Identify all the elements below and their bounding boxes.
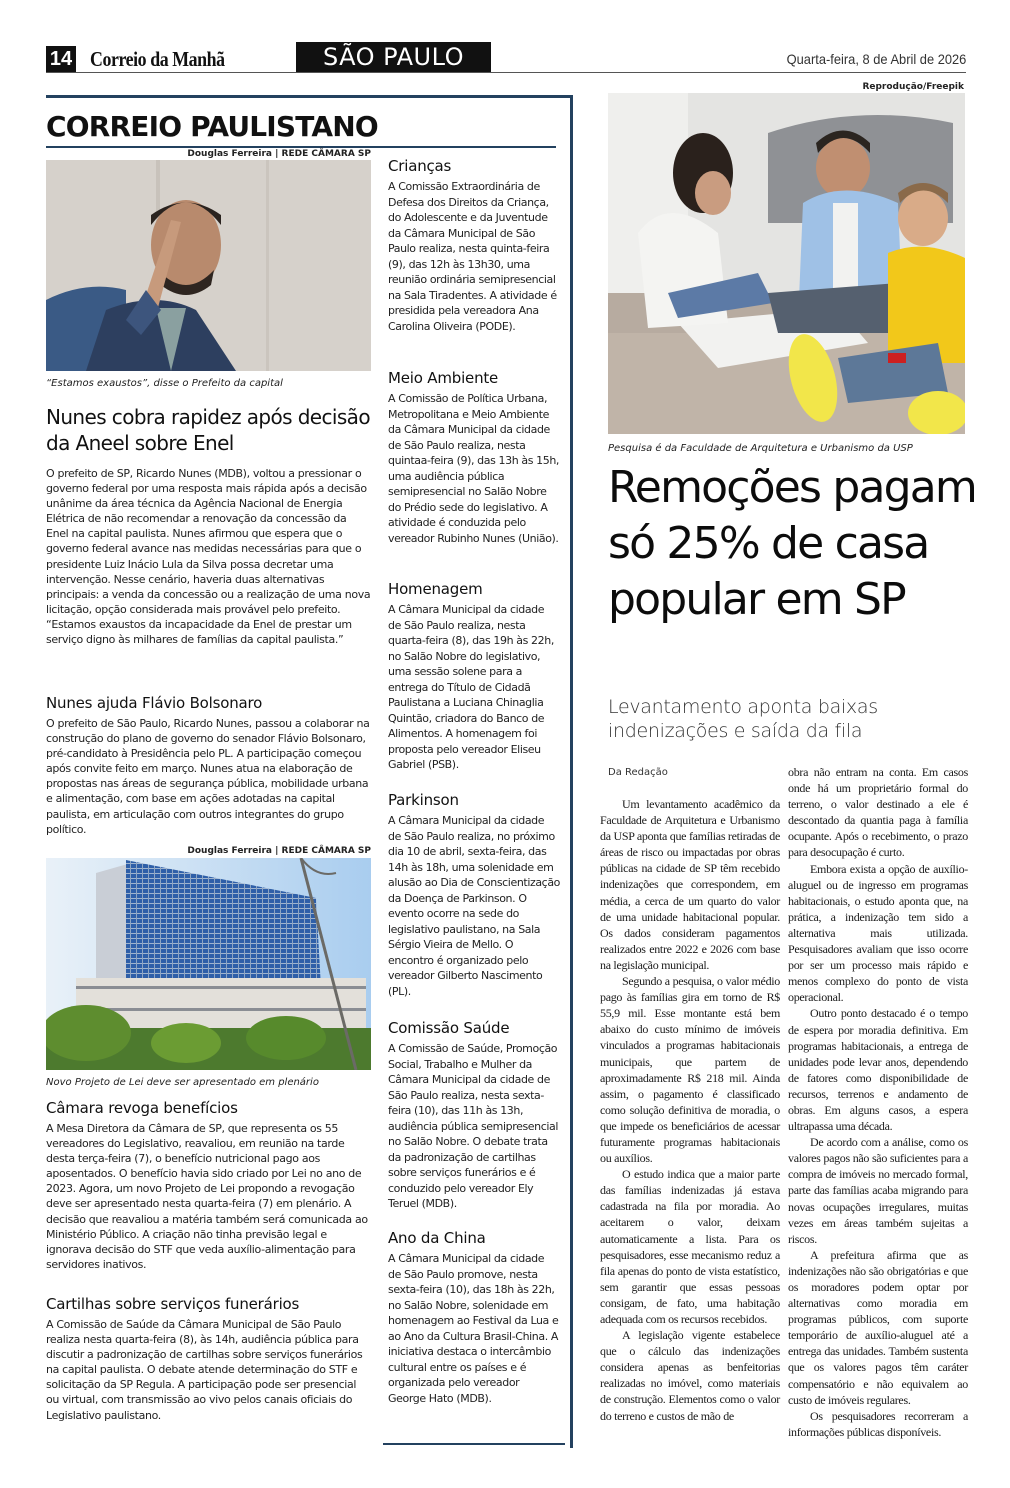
- article-paragraph: Um levantamento acadêmico da Faculdade de Arquitetura e Urbanismo da USP aponta que famílias retiradas de áreas de risco ou impactadas por obras públicas na cidade de SP têm recebido indenizações que correspondem, em média, a cerca de um quarto do valor de uma unidade habitacional popular. Os dados consideram pagamentos realizados entre 2022 e 2026 com base na legislação municipal.: [600, 797, 780, 972]
- camara-building-illustration: [46, 858, 371, 1070]
- photo-caption: Pesquisa é da Faculdade de Arquitetura e Urbanismo da USP: [608, 443, 913, 454]
- article-paragraph: De acordo com a análise, como os valores pagos não são suficientes para a compra de imóveis no mercado formal, parte das famílias acaba migrando para novas ocupações irregulares, muitas vezes em áreas também sujeitas a riscos.: [788, 1135, 968, 1246]
- family-photo: [608, 93, 965, 434]
- camara-headline: Câmara revoga benefícios: [46, 1099, 238, 1117]
- note-criancas: [388, 156, 560, 334]
- note-title: Ano da China: [388, 1229, 486, 1247]
- article-paragraph: A prefeitura afirma que as indenizações não são obrigatórias e que os moradores podem optar por alternativas como moradia em programas públicos, com suporte temporário de auxílio-aluguel até a entrega das unidades. Também sustenta que os valores pagos têm caráter compensatório e não equivalem ao custo de imóveis regulares.: [788, 1247, 968, 1407]
- family-photo-illustration: [608, 93, 965, 434]
- cartilhas-story: [46, 1294, 371, 1423]
- note-meio-ambiente: [388, 368, 560, 546]
- box-bottom-rule: [383, 1443, 565, 1445]
- masthead: [46, 43, 966, 73]
- note-body: A Câmara Municipal da cidade de São Paulo promove, nesta sexta-feira (10), das 18h às 22h, no Salão Nobre, solenidade em homenagem ao Festival da Lua e ao Ano da Cultura Brasil-China. A iniciativa destaca o intercâmbio cultural entre os países e é organizada pelo vereador George Hato (MDB).: [388, 1252, 559, 1405]
- article-paragraph: Outro ponto destacado é o tempo de espera por moradia definitiva. Em programas habitacionais, a entrega de unidades pode levar anos, dependendo de fatores como disponibilidade de recursos, terrenos e andamento de obras. Em alguns casos, a espera ultrapassa uma década.: [788, 1006, 968, 1134]
- byline: Da Redação: [608, 767, 668, 778]
- note-body: A Comissão Extraordinária de Defesa dos Direitos da Criança, do Adolescente e da Juventude da Câmara Municipal de São Paulo realiza, nesta quinta-feira (9), das 12h às 13h30, uma reunião ordinária semipresencial na Sala Tiradentes. A atividade é presidida pela vereadora Ana Carolina Oliveira (PODE).: [388, 180, 557, 333]
- camara-story: [46, 1098, 371, 1272]
- note-homenagem: [388, 579, 560, 773]
- article-paragraph: obra não entram na conta. Em casos onde há um proprietário formal do terreno, o valor destinado a ele é descontado da quantia paga à família ocupante. Após o recebimento, o prazo para desocupação é curto.: [788, 765, 968, 860]
- note-title: Parkinson: [388, 791, 459, 809]
- article-paragraph: A legislação vigente estabelece que o cálculo das indenizações considera apenas as benfeitorias realizadas no imóvel, como materiais de construção. Elementos como o valor do terreno e custos de mão de: [600, 1328, 780, 1423]
- note-body: A Câmara Municipal da cidade de São Paulo realiza, no próximo dia 10 de abril, sexta-feira, das 14h às 18h, uma solenidade em alusão ao Dia de Conscientização da Doença de Parkinson. O evento ocorre na sede do legislativo paulistano, na Sala Sérgio Vieira de Mello. O encontro é organizado pelo vereador Gilberto Nascimento (PL).: [388, 814, 561, 998]
- note-ano-da-china: [388, 1228, 560, 1406]
- title-divider: [46, 146, 556, 148]
- article-paragraph: Os pesquisadores recorreram a informações públicas disponíveis.: [788, 1408, 968, 1439]
- newspaper-logo: Correio da Manhã: [90, 47, 225, 71]
- lead-body: O prefeito de SP, Ricardo Nunes (MDB), voltou a pressionar o governo federal por uma resposta mais rápida após a decisão unânime da área técnica da Agência Nacional de Energia Elétrica de não recomendar a renovação da concessão da Enel na capital paulista. Nunes afirmou que espera que o governo federal avance nas medidas necessárias para que o presidente Luiz Inácio Lula da Silva possa decretar uma intervenção. Nesse cenário, haveria duas alternativas principais: a venda da concessão ou a realização de uma nova licitação, opção considerada mais provável pelo prefeito. “Estamos exaustos da incapacidade da Enel de prestar um serviço digno às milhares de famílias da capital paulista.”: [46, 467, 371, 647]
- issue-date: Quarta-feira, 8 de Abril de 2026: [786, 51, 966, 67]
- note-body: A Comissão de Política Urbana, Metropolitana e Meio Ambiente da Câmara Municipal da cidade de São Paulo realiza, nesta quintaa-feira (9), das 13h às 15h, uma audiência pública semipresencial no Salão Nobre do Prédio sede do legislativo. A atividade é conduzida pelo vereador Rubinho Nunes (União).: [388, 392, 560, 545]
- photo-credit: Reprodução/Freepik: [862, 82, 964, 92]
- mayor-photo: [46, 160, 371, 371]
- lead-story: [46, 404, 371, 647]
- photo-caption: “Estamos exaustos”, disse o Prefeito da capital: [46, 378, 283, 389]
- page-number: 14: [46, 46, 76, 72]
- note-body: A Comissão de Saúde, Promoção Social, Trabalho e Mulher da Câmara Municipal da cidade de São Paulo realiza, nesta sexta-feira (10), das 11h às 13h, audiência pública semipresencial no Salão Nobre. O debate trata da padronização de cartilhas sobre serviços funerários e é conduzido pelo vereador Ely Teruel (MDB).: [388, 1042, 559, 1210]
- photo-credit: Douglas Ferreira | REDE CÂMARA SP: [187, 846, 371, 856]
- note-title: Comissão Saúde: [388, 1019, 510, 1037]
- note-comissao-saude: [388, 1018, 560, 1212]
- main-deck: Levantamento aponta baixas indenizações e saída da fila: [608, 696, 878, 742]
- main-headline: Remoções pagam só 25% de casa popular em SP: [608, 462, 976, 625]
- note-title: Meio Ambiente: [388, 369, 499, 387]
- article-column-2: [788, 764, 968, 1440]
- article-paragraph: Embora exista a opção de auxílio-aluguel ou de ingresso em programas habitacionais, o estudo aponta que, na prática, a indenização tem sido a alternativa mais utilizada. Pesquisadores avaliam que isso ocorre por ser um processo mais rápido e menos complexo do ponto de vista operacional.: [788, 861, 968, 1005]
- article-column-1: [600, 796, 780, 1424]
- bolsonaro-story: [46, 693, 371, 837]
- photo-caption: Novo Projeto de Lei deve ser apresentado em plenário: [46, 1077, 319, 1088]
- note-title: Homenagem: [388, 580, 483, 598]
- note-title: Crianças: [388, 157, 452, 175]
- cartilhas-headline: Cartilhas sobre serviços funerários: [46, 1295, 300, 1313]
- cartilhas-body: A Comissão de Saúde da Câmara Municipal de São Paulo realiza nesta quarta-feira (8), às 14h, audiência pública para discutir a padronização de cartilhas sobre serviços funerários na capital paulista. O debate atende determinação do STF e solicitação da SP Regula. A participação pode ser presencial ou virtual, com transmissão ao vivo pelos canais oficiais do Legislativo paulistano.: [46, 1318, 363, 1422]
- camara-building-photo: [46, 858, 371, 1070]
- camara-body: A Mesa Diretora da Câmara de SP, que representa os 55 vereadores do Legislativo, reavaliou, em reunião na tarde desta terça-feira (7), o benefício nutricional pago aos aposentados. O benefício havia sido criado por Lei no ano de 2023. Agora, um novo Projeto de Lei propondo a revogação deve ser apresentado nesta quarta-feira (7) em plenário. A decisão que reavaliou a matéria também será comunicada ao Ministério Público. A criação não tinha previsão legal e ignorava decisão do STF que veda auxílio-alimentação para servidores inativos.: [46, 1122, 368, 1271]
- photo-credit: Douglas Ferreira | REDE CÂMARA SP: [187, 149, 371, 159]
- section-label: SÃO PAULO: [296, 42, 491, 72]
- bolsonaro-headline: Nunes ajuda Flávio Bolsonaro: [46, 694, 263, 712]
- mayor-photo-illustration: [46, 160, 371, 371]
- article-paragraph: O estudo indica que a maior parte das famílias indenizadas já estava cadastrada na fila por moradia. Ao aceitarem o valor, deixam automaticamente a lista. Para os pesquisadores, esse mecanismo reduz a fila apenas do ponto de vista estatístico, sem garantir que essas pessoas consigam, de fato, uma habitação adequada com os recursos recebidos.: [600, 1167, 780, 1326]
- bolsonaro-body: O prefeito de São Paulo, Ricardo Nunes, passou a colaborar na construção do plano de governo do senador Flávio Bolsonaro, pré-candidato à Presidência pelo PL. A participação começou após convite feito em março. Nunes atua na elaboração de propostas nas áreas de segurança pública, mobilidade urbana e alimentação, com base em ações adotadas na capital paulista, em articulação com outros integrantes do grupo político.: [46, 717, 370, 836]
- note-body: A Câmara Municipal da cidade de São Paulo realiza, nesta quarta-feira (8), das 19h às 22h, no Salão Nobre do legislativo, uma sessão solene para a entrega do Título de Cidadã Paulistana a Luciana Chinaglia Quintão, criadora do Banco de Alimentos. A homenagem foi proposta pelo vereador Eliseu Gabriel (PSB).: [388, 603, 554, 771]
- section-title: CORREIO PAULISTANO: [46, 110, 378, 143]
- article-paragraph: Segundo a pesquisa, o valor médio pago às famílias gira em torno de R$ 55,9 mil. Esse montante está bem abaixo do custo mínimo de imóveis vinculados a programas habitacionais municipais, que partem de aproximadamente R$ 218 mil. Ainda assim, o pagamento é classificado como solução definitiva de moradia, o que impede os beneficiários de acessar futuramente programas habitacionais ou auxílios.: [600, 974, 780, 1166]
- note-parkinson: [388, 790, 560, 999]
- lead-headline: Nunes cobra rapidez após decisão da Aneel sobre Enel: [46, 405, 370, 455]
